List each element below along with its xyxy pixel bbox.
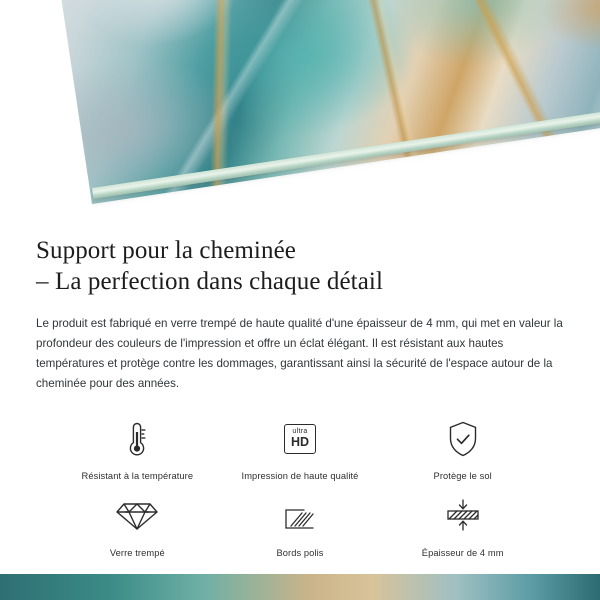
- page-title: [36, 236, 564, 297]
- feature-label: Protège le sol: [433, 470, 492, 481]
- feature-item-floor-protection: [381, 416, 544, 481]
- feature-item-temperature: [56, 416, 219, 481]
- feature-label: Verre trempé: [109, 547, 165, 558]
- feature-label: Résistant à la température: [81, 470, 194, 481]
- product-description: Le produit est fabriqué en verre trempé de haute qualité d'une épaisseur de 4 mm, qui met en valeur la profondeur des couleurs de l'impression et offre un éclat élégant. Il est résistant aux hautes températures et protège contre les dommages, garantissant ainsi la sécurité de l'espace autour de la cheminée pour des années.: [36, 317, 563, 390]
- feature-label: Bords polis: [276, 547, 324, 558]
- thickness-arrows-icon: [443, 493, 483, 539]
- headline-line-1: Support pour la cheminée: [36, 237, 296, 264]
- ultra-hd-badge-bottom: HD: [290, 435, 310, 449]
- diamond-icon: [116, 493, 158, 539]
- feature-item-print-quality: [219, 416, 382, 481]
- thermometer-icon: [124, 416, 150, 462]
- polished-edges-icon: [282, 493, 318, 539]
- sparkle-icon: [540, 174, 566, 200]
- ultra-hd-badge-top: ultra: [292, 428, 308, 435]
- marble-glass-panel: [48, 0, 600, 204]
- hero-image: [0, 0, 600, 218]
- content-block: [0, 236, 600, 558]
- hero-image-inner: [0, 0, 600, 218]
- feature-item-thickness: [381, 493, 544, 558]
- ultra-hd-icon: [284, 416, 316, 462]
- feature-item-tempered-glass: [56, 493, 219, 558]
- feature-label: Épaisseur de 4 mm: [421, 547, 504, 558]
- feature-label: Impression de haute qualité: [241, 470, 359, 481]
- feature-grid: [36, 416, 564, 558]
- headline-line-2: – La perfection dans chaque détail: [36, 267, 383, 295]
- sparkle-icon: [506, 148, 552, 194]
- feature-item-polished-edges: [219, 493, 382, 558]
- footer-color-bar: [0, 574, 600, 600]
- shield-check-icon: [446, 416, 480, 462]
